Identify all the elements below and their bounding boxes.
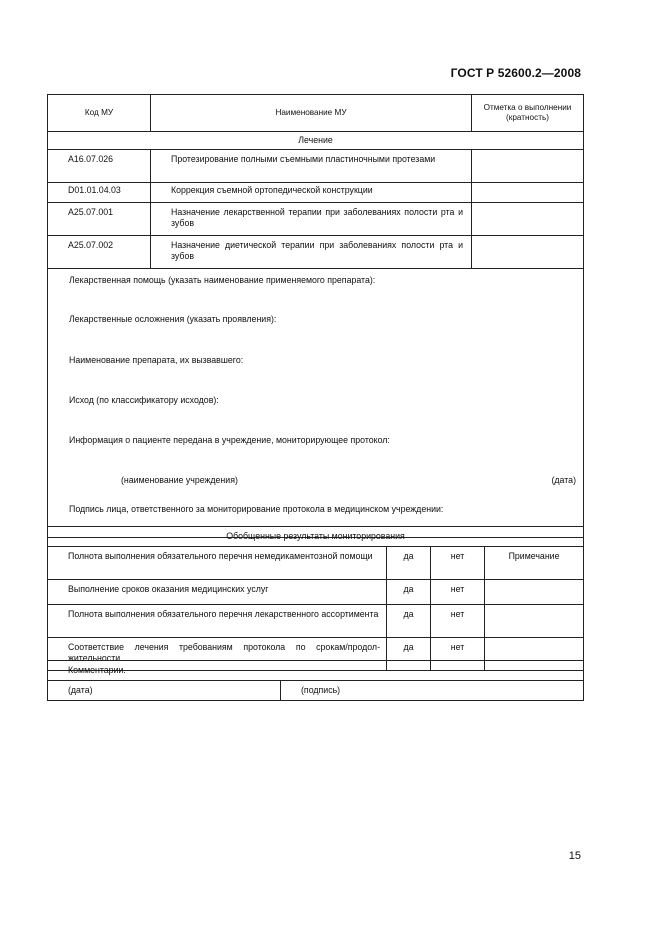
- results-title: Обобщенные результаты мониторирования: [48, 527, 584, 547]
- form-row: [48, 269, 584, 538]
- drug-help-label: Лекарственная помощь (указать наименование применяемого препарата):: [69, 275, 376, 285]
- service-name: Назначение лекарственной терапии при заболеваниях полости рта и зубов: [151, 203, 472, 236]
- mark-cell[interactable]: [472, 183, 584, 203]
- header-code: Код МУ: [48, 95, 151, 132]
- header-mark: Отметка о выполнении (кратность): [472, 95, 584, 132]
- drug-name-label: Наименование препарата, их вызвавшего:: [69, 355, 244, 365]
- table-row: [48, 203, 584, 236]
- no-option[interactable]: нет: [431, 547, 485, 580]
- table-header-row: [48, 95, 584, 132]
- no-option[interactable]: нет: [431, 580, 485, 605]
- signoff-table: [47, 660, 584, 701]
- mark-cell[interactable]: [472, 150, 584, 183]
- complications-label: Лекарственные осложнения (указать проявления):: [69, 314, 277, 324]
- table-row: [48, 580, 584, 605]
- service-code: D01.01.04.03: [48, 183, 151, 203]
- results-title-row: [48, 527, 584, 547]
- yes-option[interactable]: да: [387, 547, 431, 580]
- yes-option[interactable]: да: [387, 638, 431, 671]
- note-header: Примечание: [485, 547, 584, 580]
- note-cell[interactable]: [485, 605, 584, 638]
- date-label: (дата): [551, 475, 576, 485]
- services-table: [47, 94, 584, 538]
- document-header: ГОСТ Р 52600.2—2008: [450, 66, 581, 80]
- signoff-signature: (подпись): [281, 681, 584, 701]
- table-row: [48, 150, 584, 183]
- signoff-row: [48, 681, 584, 701]
- table-row: [48, 183, 584, 203]
- results-table: [47, 526, 584, 671]
- service-name: Назначение диетической терапии при заболеваниях полости рта и зубов: [151, 236, 472, 269]
- outcome-label: Исход (по классификатору исходов):: [69, 395, 219, 405]
- info-passed-label: Информация о пациенте передана в учреждение, мониторирующее протокол:: [69, 435, 390, 445]
- yes-option[interactable]: да: [387, 605, 431, 638]
- result-text: Соответствие лечения требованиям протокола по срокам/продол-жительности: [48, 638, 387, 671]
- page-number: 15: [568, 850, 581, 862]
- service-code: A25.07.001: [48, 203, 151, 236]
- mark-cell[interactable]: [472, 236, 584, 269]
- table-row: [48, 547, 584, 580]
- no-option[interactable]: нет: [431, 605, 485, 638]
- form-section: [48, 269, 584, 538]
- service-name: Протезирование полными съемными пластиночными протезами: [151, 150, 472, 183]
- section-row: [48, 132, 584, 150]
- service-name: Коррекция съемной ортопедической конструкции: [151, 183, 472, 203]
- section-title: Лечение: [48, 132, 584, 150]
- table-row: [48, 605, 584, 638]
- no-option[interactable]: нет: [431, 638, 485, 671]
- result-text: Полнота выполнения обязательного перечня немедикаментозной помощи: [48, 547, 387, 580]
- header-name: Наименование МУ: [151, 95, 472, 132]
- service-code: A25.07.002: [48, 236, 151, 269]
- table-row: [48, 236, 584, 269]
- result-text: Полнота выполнения обязательного перечня лекарственного ассортимента: [48, 605, 387, 638]
- comments-row: [48, 661, 584, 681]
- mark-cell[interactable]: [472, 203, 584, 236]
- comments-label: Комментарии.: [48, 661, 584, 681]
- signature-label: Подпись лица, ответственного за мониторирование протокола в медицинском учреждении:: [69, 504, 444, 514]
- service-code: A16.07.026: [48, 150, 151, 183]
- signoff-date: (дата): [48, 681, 281, 701]
- note-cell[interactable]: [485, 580, 584, 605]
- institution-label: (наименование учреждения): [121, 475, 238, 485]
- yes-option[interactable]: да: [387, 580, 431, 605]
- result-text: Выполнение сроков оказания медицинских услуг: [48, 580, 387, 605]
